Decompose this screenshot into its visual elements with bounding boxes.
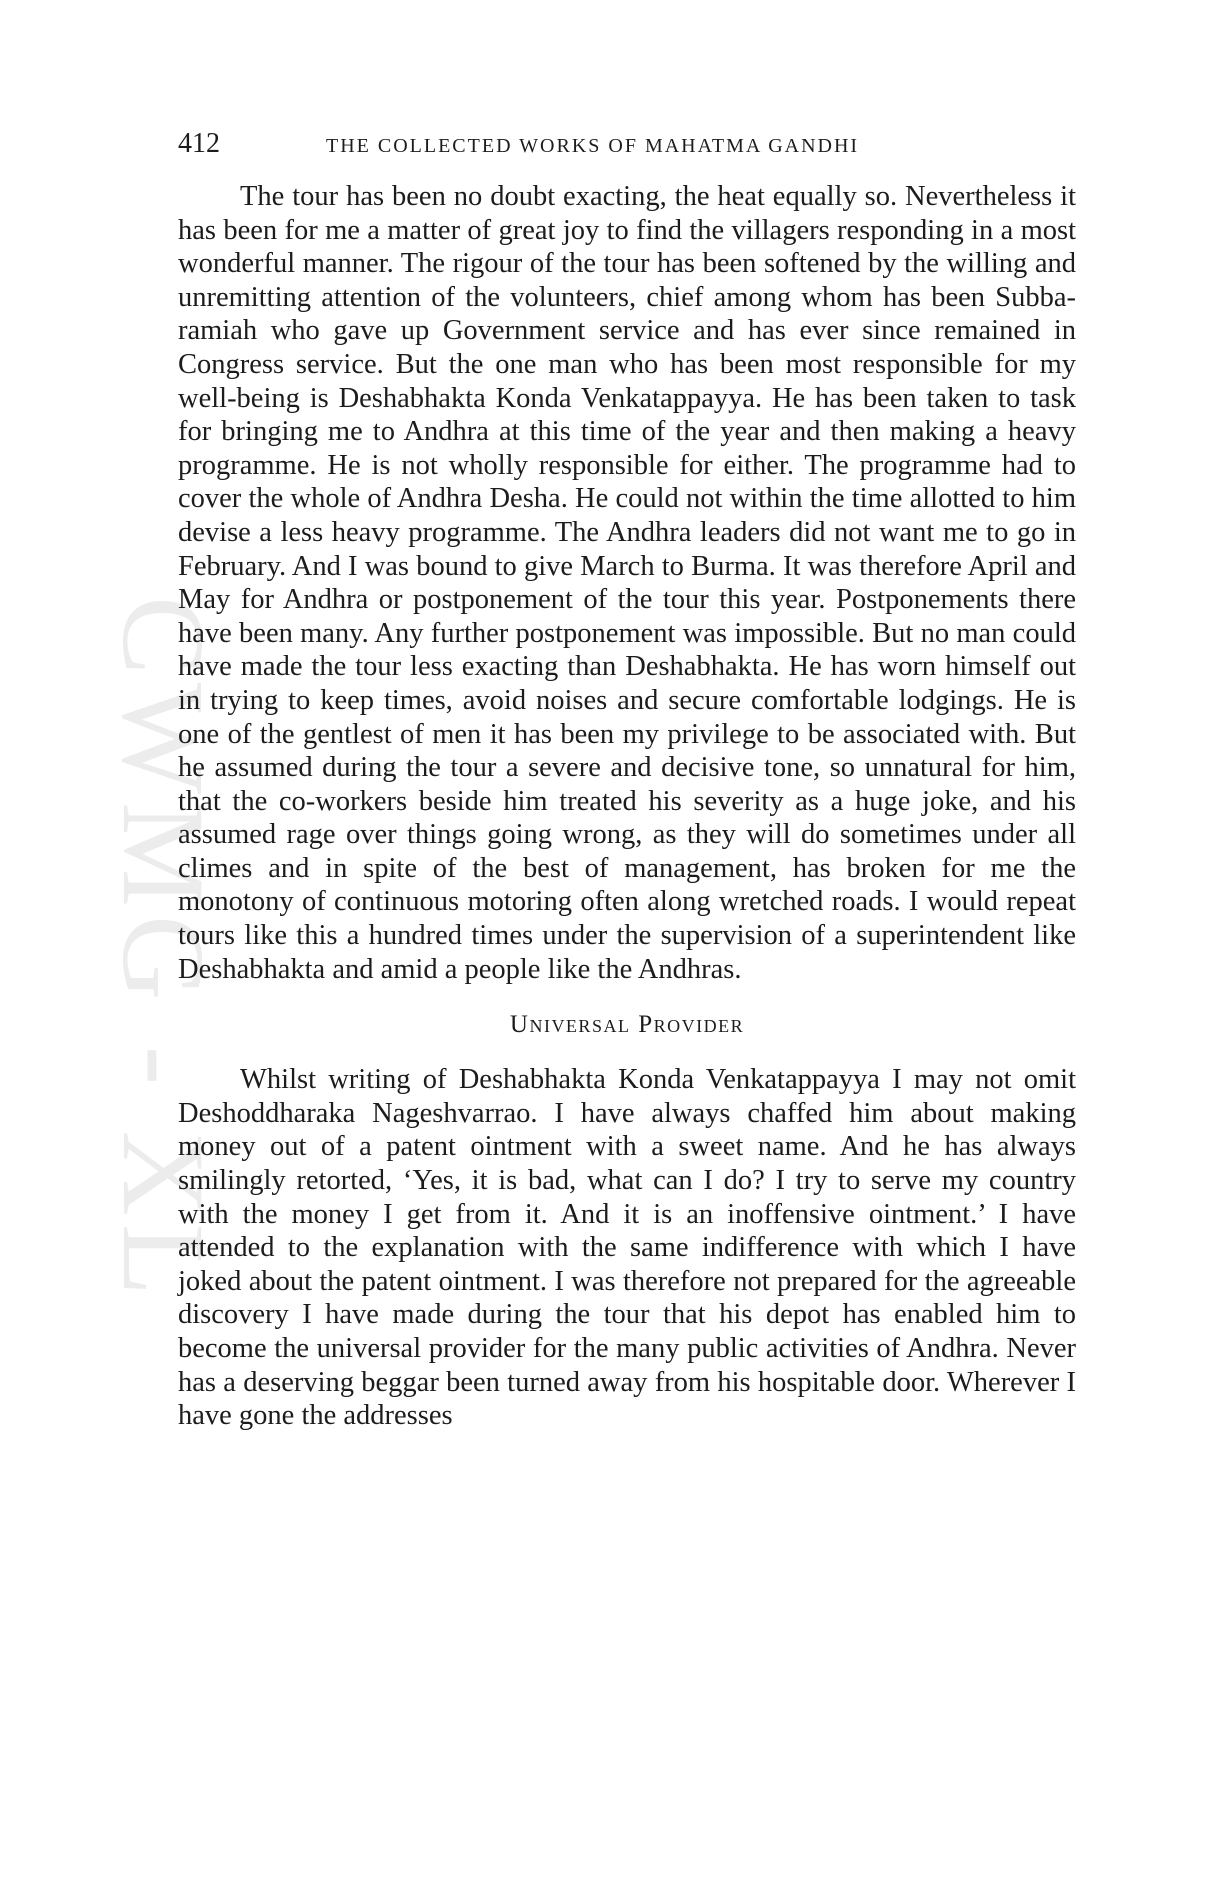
watermark-text: CWMG - XL — [98, 596, 229, 1304]
running-title: THE COLLECTED WORKS OF MAHATMA GANDHI — [326, 135, 860, 157]
main-text — [178, 180, 1076, 1433]
running-head — [178, 128, 1078, 168]
paragraph-universal-provider: Whilst writing of Deshabhakta Konda Venkatappayya I may not omit Deshoddharaka Nageshvarrao. I have always chaffed him about making money out of a patent ointment with a sweet name. And he has always smilingly retorted, ‘Yes, it is bad, what can I do? I try to serve my country with the money I get from it. And it is an inoffensive ointment.’ I have attended to the explanation with the same indifference with which I have joked about the patent ointment. I was therefore not prepared for the agreeable discovery I have made during the tour that his depot has enabled him to become the universal provider for the many public activities of Andhra. Never has a deserving beggar been turned away from his hospitable door. Wherever I have gone the addresses — [178, 1064, 1076, 1432]
page-number: 412 — [178, 128, 220, 159]
paragraph-tour: The tour has been no doubt exacting, the heat equally so. Nevertheless it has been for me a matter of great joy to find the villagers responding in a most wonderful manner. The rigour of the tour has been softened by the willing and unremitting attention of the volunteers, chief among whom has been Subbaramiah who gave up Government service and has ever since remained in Congress service. But the one man who has been most responsible for my well-being is Deshabhakta Konda Venkatappayya. He has been taken to task for bringing me to Andhra at this time of the year and then making a heavy programme. He is not wholly responsible for either. The programme had to cover the whole of Andhra Desha. He could not within the time allotted to him devise a less heavy programme. The Andhra leaders did not want me to go in February. And I was bound to give March to Burma. It was therefore April and May for Andhra or postponement of the tour this year. Postponements there have been many. Any further postponement was impossible. But no man could have made the tour less exacting than Deshabhakta. He has worn himself out in trying to keep times, avoid noises and secure comfortable lodgings. He is one of the gentlest of men it has been my privilege to be associated with. But he assumed during the tour a severe and decisive tone, so unnatural for him, that the co-workers beside him treated his severity as a huge joke, and his assumed rage over things going wrong, as they will do sometimes under all climes and in spite of the best of management, has broken for me the monotony of continuous motoring often along wretched roads. I would repeat tours like this a hundred times under the supervision of a superintendent like Deshabhakta and amid a people like the Andhras. — [178, 181, 1076, 985]
section-heading: Universal Provider — [509, 1011, 745, 1039]
